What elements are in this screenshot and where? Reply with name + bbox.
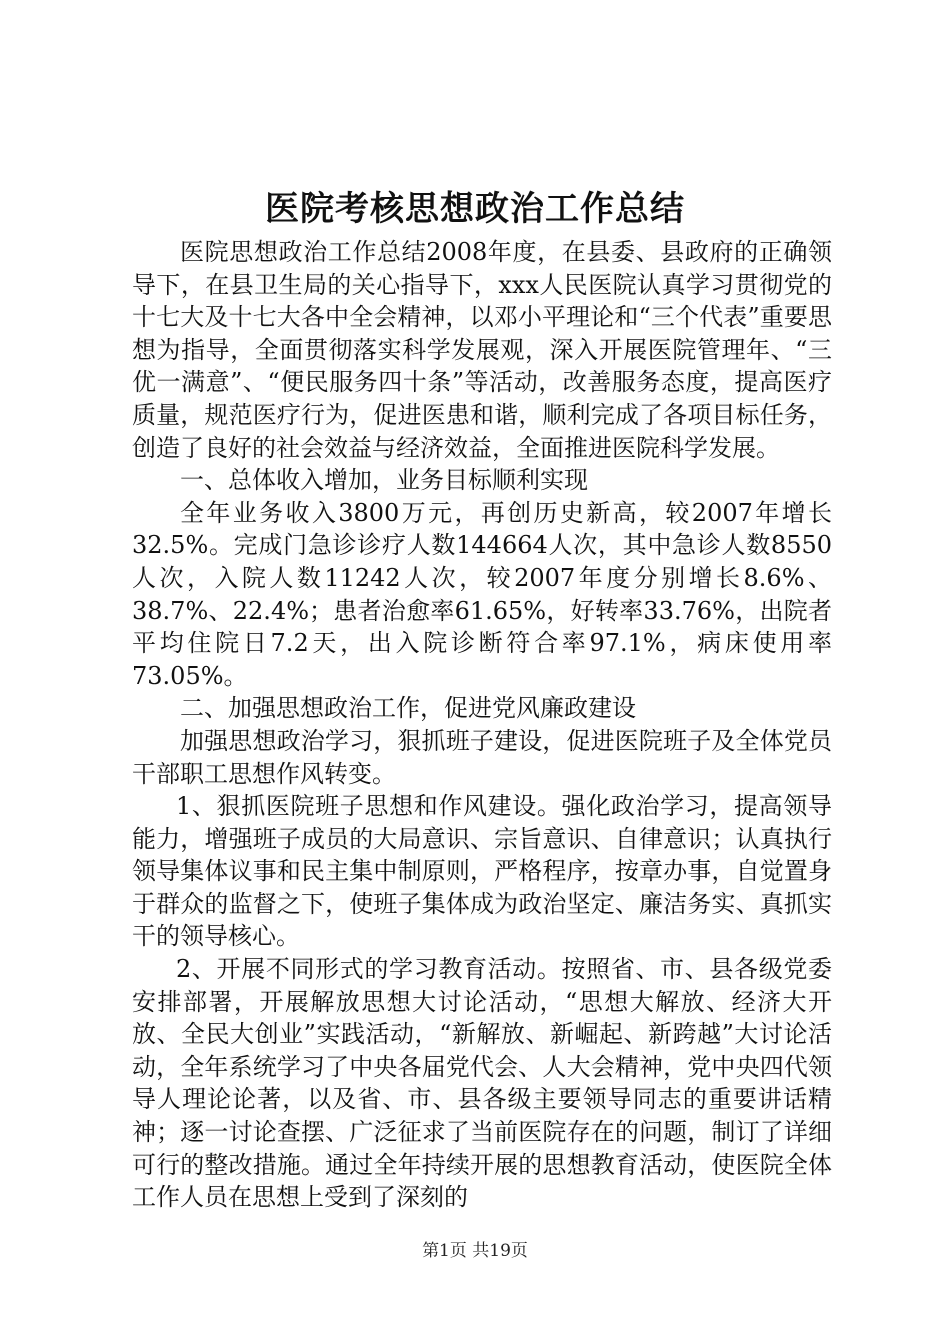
section-heading-2: 二、加强思想政治工作，促进党风廉政建设 xyxy=(180,694,636,723)
page-number-footer: 第1页 共19页 xyxy=(422,1241,528,1261)
document-title: 医院考核思想政治工作总结 xyxy=(265,189,685,229)
paragraph-study: 加强思想政治学习，狠抓班子建设，促进医院班子及全体党员干部职工思想作风转变。 xyxy=(132,726,832,788)
paragraph-revenue: 全年业务收入3800万元，再创历史新高，较2007年增长32.5%。完成门急诊诊疗人数144664人次，其中急诊人数8550人次，入院人数11242人次，较2007年度分别增长8.6%、38.7%、22.4%；患者治愈率61.65%，好转率33.76%，出院者平均住院日7.2天，出入院诊断符合率97.1%，病床使用率73.05%。 xyxy=(132,498,832,690)
paragraph-intro: 医院思想政治工作总结2008年度，在县委、县政府的正确领导下，在县卫生局的关心指导下，xxx人民医院认真学习贯彻党的十七大及十七大各中全会精神，以邓小平理论和“三个代表”重要思想为指导，全面贯彻落实科学发展观，深入开展医院管理年、“三优一满意”、“便民服务四十条”等活动，改善服务态度，提高医疗质量，规范医疗行为，促进医患和谐，顺利完成了各项目标任务，创造了良好的社会效益与经济效益，全面推进医院科学发展。 xyxy=(132,238,832,462)
section-heading-1: 一、总体收入增加，业务目标顺利实现 xyxy=(180,466,588,495)
paragraph-item-2: 2、开展不同形式的学习教育活动。按照省、市、县各级党委安排部署，开展解放思想大讨论活动，“思想大解放、经济大开放、全民大创业”实践活动，“新解放、新崛起、新跨越”大讨论活动，全年系统学习了中央各届党代会、人大会精神，党中央四代领导人理论论著，以及省、市、县各级主要领导同志的重要讲话精神；逐一讨论查摆、广泛征求了当前医院存在的问题，制订了详细可行的整改措施。通过全年持续开展的思想教育活动，使医院全体工作人员在思想上受到了深刻的 xyxy=(132,955,832,1212)
document-body xyxy=(132,236,832,1214)
paragraph-item-1: 1、狠抓医院班子思想和作风建设。强化政治学习，提高领导能力，增强班子成员的大局意识、宗旨意识、自律意识；认真执行领导集体议事和民主集中制原则，严格程序，按章办事，自觉置身于群众的监督之下，使班子集体成为政治坚定、廉洁务实、真抓实干的领导核心。 xyxy=(132,792,832,951)
